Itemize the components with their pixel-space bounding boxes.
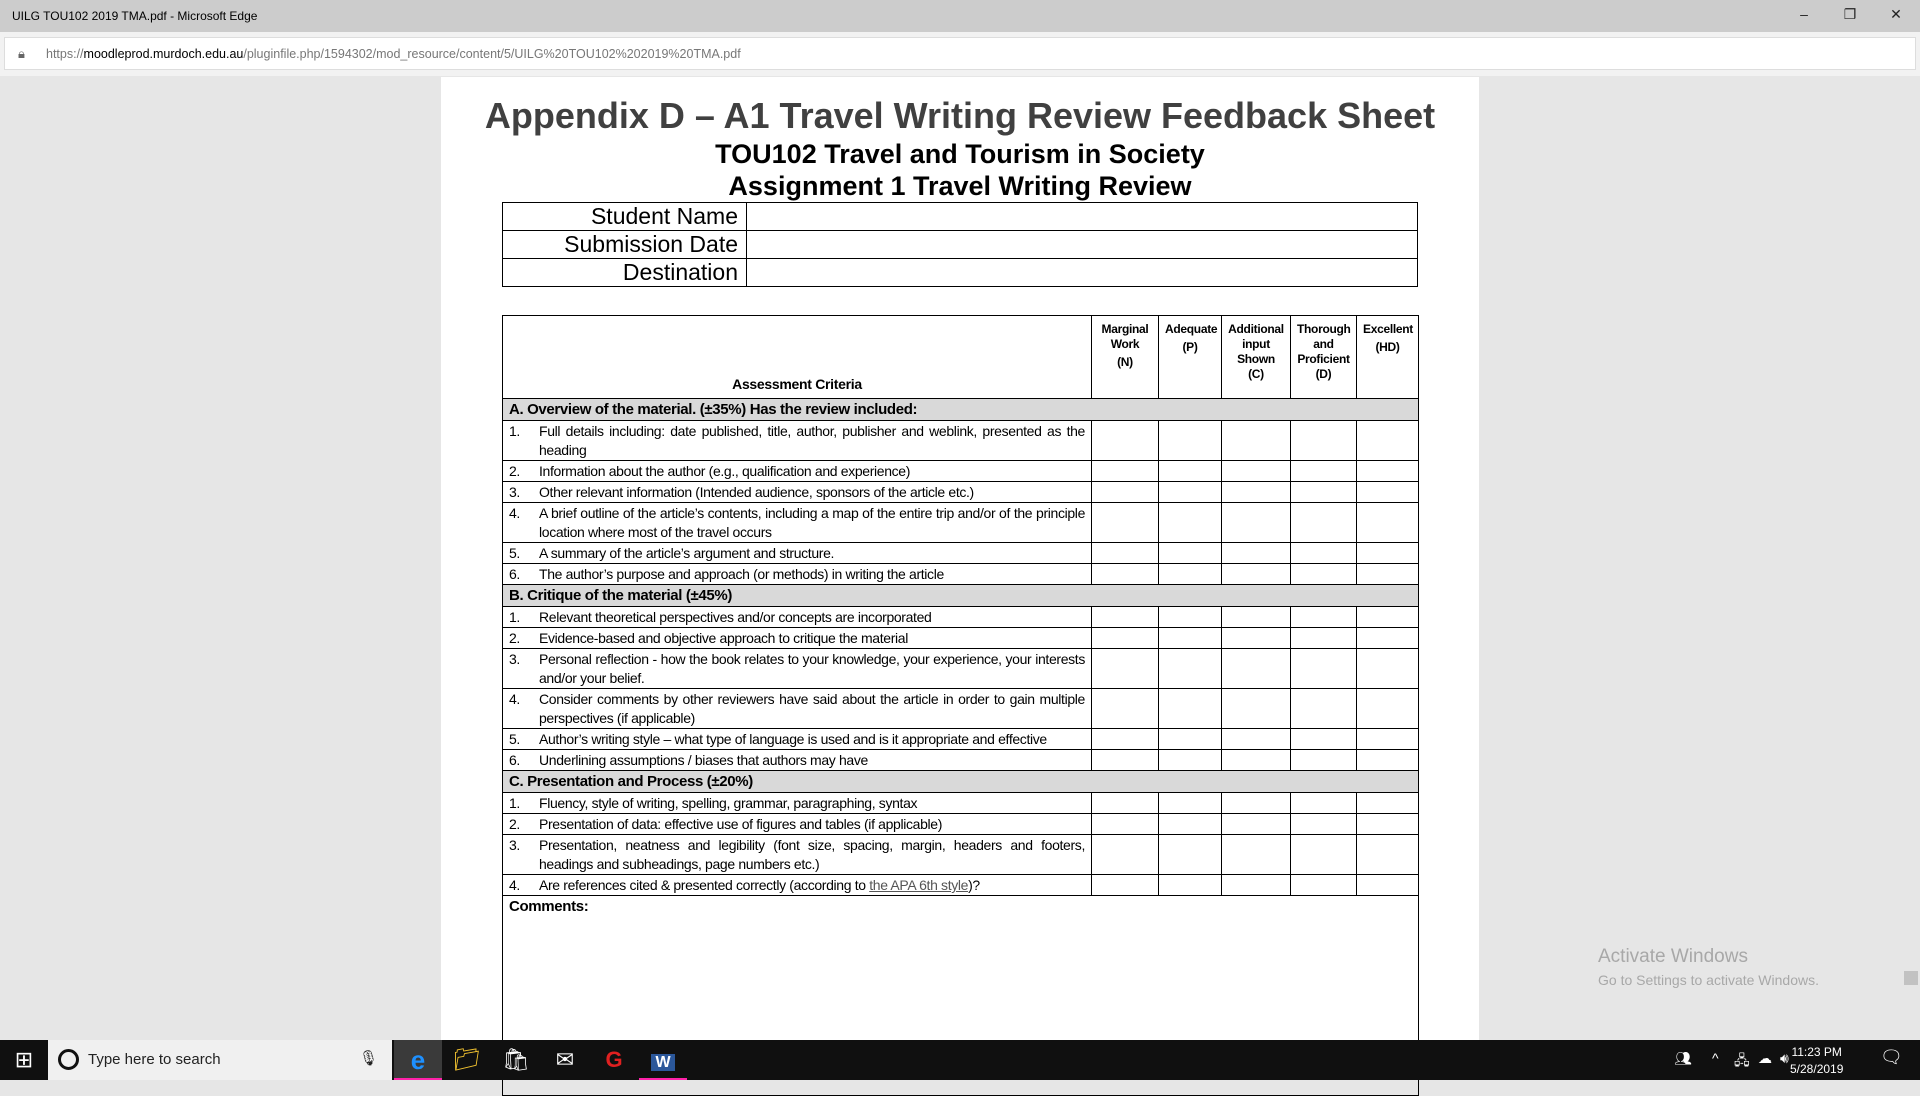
grade-cell[interactable]	[1357, 835, 1419, 875]
microphone-icon[interactable]: 🎙︎	[358, 1050, 378, 1067]
clock-time: 11:23 PM	[1791, 1045, 1842, 1059]
comments-label[interactable]: Comments:	[503, 896, 1419, 1096]
grade-cell[interactable]	[1092, 461, 1159, 482]
grade-cell[interactable]	[1357, 482, 1419, 503]
grade-cell[interactable]	[1092, 814, 1159, 835]
grade-cell[interactable]	[1222, 689, 1291, 729]
submission-date-label: Submission Date	[503, 231, 747, 259]
grade-header-line: Proficient	[1297, 352, 1350, 366]
item-number: 4.	[509, 691, 520, 707]
grade-cell[interactable]	[1291, 564, 1357, 585]
grade-cell[interactable]	[1159, 421, 1222, 461]
grade-cell[interactable]	[1159, 628, 1222, 649]
grade-cell[interactable]	[1357, 503, 1419, 543]
watermark-line2: Go to Settings to activate Windows.	[1598, 972, 1819, 988]
student-name-label: Student Name	[503, 203, 747, 231]
grade-cell[interactable]	[1159, 564, 1222, 585]
criteria-row	[503, 421, 1419, 461]
grade-cell[interactable]	[1222, 421, 1291, 461]
grade-cell[interactable]	[1092, 482, 1159, 503]
grade-cell[interactable]	[1092, 649, 1159, 689]
grade-header-line: Excellent	[1363, 322, 1413, 336]
doc-title: Appendix D – A1 Travel Writing Review Feedback Sheet	[484, 95, 1436, 136]
apa-style-link[interactable]: the APA 6th style	[869, 877, 969, 893]
scrollbar-thumb[interactable]	[1904, 971, 1918, 985]
destination-label: Destination	[503, 259, 747, 287]
taskbar-search[interactable]	[48, 1040, 392, 1080]
grade-cell[interactable]	[1291, 689, 1357, 729]
grade-header-line: (D)	[1315, 367, 1332, 381]
grade-cell[interactable]	[1092, 793, 1159, 814]
url-host: moodleprod.murdoch.edu.au	[83, 47, 244, 61]
grade-cell[interactable]	[1222, 461, 1291, 482]
grade-cell[interactable]	[1159, 649, 1222, 689]
grade-cell[interactable]	[1357, 689, 1419, 729]
network-icon[interactable]: 🖧	[1734, 1052, 1750, 1068]
grade-cell[interactable]	[1092, 729, 1159, 750]
criteria-text: Other relevant information (Intended audience, sponsors of the article etc.)	[539, 484, 974, 500]
grade-cell[interactable]	[1357, 461, 1419, 482]
item-number: 4.	[509, 877, 520, 893]
criteria-row	[503, 793, 1419, 814]
criteria-text: Consider comments by other reviewers have said about the article in order to gain multiple perspectives (if applicable)	[539, 691, 1085, 726]
grade-cell[interactable]	[1092, 421, 1159, 461]
grade-cell[interactable]	[1159, 875, 1222, 896]
grade-cell[interactable]	[1291, 793, 1357, 814]
grade-header-line: Shown	[1237, 352, 1275, 366]
grade-cell[interactable]	[1291, 750, 1357, 771]
grade-cell[interactable]	[1159, 729, 1222, 750]
grade-header-line: Additional	[1228, 322, 1284, 336]
grade-cell[interactable]	[1357, 421, 1419, 461]
grade-cell[interactable]	[1222, 814, 1291, 835]
item-number: 1.	[509, 423, 520, 439]
item-number: 5.	[509, 731, 520, 747]
criteria-row	[503, 875, 1419, 896]
section-title: B. Critique of the material (±45%)	[503, 585, 1419, 607]
grade-header-line: and	[1313, 337, 1334, 351]
grade-cell[interactable]	[1092, 543, 1159, 564]
criteria-text: Information about the author (e.g., qualification and experience)	[539, 463, 911, 479]
window-title: UILG TOU102 2019 TMA.pdf - Microsoft Edge	[12, 9, 258, 23]
grade-cell[interactable]	[1222, 607, 1291, 628]
section-title: A. Overview of the material. (±35%) Has the review included:	[503, 399, 1419, 421]
grade-cell[interactable]	[1222, 729, 1291, 750]
criteria-text: Author’s writing style – what type of language is used and is it appropriate and effective	[539, 731, 1047, 747]
criteria-text: A summary of the article’s argument and structure.	[539, 545, 835, 561]
onedrive-icon[interactable]: ☁	[1758, 1050, 1772, 1066]
item-number: 1.	[509, 609, 520, 625]
criteria-text: The author’s purpose and approach (or methods) in writing the article	[539, 566, 944, 582]
criteria-row	[503, 607, 1419, 628]
grade-cell[interactable]	[1357, 875, 1419, 896]
grade-cell[interactable]	[1159, 543, 1222, 564]
clock[interactable]	[1790, 1044, 1843, 1078]
grade-header	[1291, 316, 1357, 399]
criteria-row	[503, 628, 1419, 649]
close-button[interactable]: ✕	[1890, 6, 1902, 22]
grade-cell[interactable]	[1291, 482, 1357, 503]
grade-cell[interactable]	[1222, 543, 1291, 564]
windows-start-icon[interactable]: ⊞	[14, 1047, 34, 1072]
grade-header-line: Adequate	[1165, 322, 1218, 336]
grade-cell[interactable]	[1357, 793, 1419, 814]
grade-cell[interactable]	[1092, 503, 1159, 543]
criteria-text: Full details including: date published, title, author, publisher and weblink, presented as the heading	[539, 423, 1085, 458]
grade-cell[interactable]	[1092, 607, 1159, 628]
section-row	[503, 771, 1419, 793]
grade-header-line: Work	[1110, 337, 1140, 351]
grade-header-line: Marginal	[1101, 322, 1149, 336]
grade-cell[interactable]	[1159, 793, 1222, 814]
criteria-text: Fluency, style of writing, spelling, grammar, paragraphing, syntax	[539, 795, 918, 811]
doc-subtitle-assignment: Assignment 1 Travel Writing Review	[728, 171, 1192, 201]
grade-cell[interactable]	[1159, 461, 1222, 482]
grade-cell[interactable]	[1357, 564, 1419, 585]
grade-cell[interactable]	[1222, 482, 1291, 503]
grade-cell[interactable]	[1357, 729, 1419, 750]
criteria-text: Evidence-based and objective approach to critique the material	[539, 630, 908, 646]
grade-cell[interactable]	[1159, 835, 1222, 875]
grade-cell[interactable]	[1222, 750, 1291, 771]
item-number: 6.	[509, 566, 520, 582]
grade-cell[interactable]	[1291, 814, 1357, 835]
item-number: 4.	[509, 505, 520, 521]
edge-icon[interactable]: e	[394, 1040, 442, 1080]
grade-cell[interactable]	[1222, 875, 1291, 896]
grade-cell[interactable]	[1092, 689, 1159, 729]
people-icon[interactable]: 👥︎	[1674, 1050, 1692, 1066]
grade-cell[interactable]	[1357, 607, 1419, 628]
item-number: 3.	[509, 651, 520, 667]
address-bar	[0, 32, 1920, 76]
grade-cell[interactable]	[1357, 750, 1419, 771]
grade-header	[1092, 316, 1159, 399]
grade-cell[interactable]	[1357, 628, 1419, 649]
url-path: /pluginfile.php/1594302/mod_resource/content/5/UILG%20TOU102%202019%20TMA.pdf	[243, 47, 741, 61]
item-number: 3.	[509, 484, 520, 500]
grade-cell[interactable]	[1291, 543, 1357, 564]
restore-button[interactable]: ❐	[1843, 6, 1857, 22]
criteria-text-end: )?	[968, 877, 980, 893]
grade-cell[interactable]	[1092, 750, 1159, 771]
show-hidden-icons[interactable]: ^	[1712, 1050, 1719, 1066]
item-number: 2.	[509, 630, 520, 646]
grade-header-line: (P)	[1182, 340, 1198, 354]
garena-icon[interactable]: G	[605, 1047, 623, 1072]
criteria-row	[503, 543, 1419, 564]
grade-cell[interactable]	[1159, 607, 1222, 628]
criteria-text: A brief outline of the article’s contents, including a map of the entire trip and/or of the principle location where most of the travel occurs	[539, 505, 1085, 540]
grade-cell[interactable]	[1291, 628, 1357, 649]
grade-cell[interactable]	[1291, 649, 1357, 689]
grade-cell[interactable]	[1222, 649, 1291, 689]
grade-header	[1159, 316, 1222, 399]
cortana-icon	[58, 1049, 79, 1070]
grade-cell[interactable]	[1222, 793, 1291, 814]
criteria-header: Assessment Criteria	[503, 316, 1092, 399]
criteria-text: Personal reflection - how the book relates to your knowledge, your experience, your interests and/or your belief.	[539, 651, 1085, 686]
criteria-row	[503, 649, 1419, 689]
volume-icon[interactable]: 🔊︎	[1780, 1050, 1789, 1066]
clock-date: 5/28/2019	[1790, 1062, 1844, 1076]
grade-header	[1222, 316, 1291, 399]
grade-cell[interactable]	[1291, 421, 1357, 461]
grade-header-line: (C)	[1248, 367, 1264, 381]
item-number: 5.	[509, 545, 520, 561]
grade-cell[interactable]	[1357, 543, 1419, 564]
criteria-row	[503, 814, 1419, 835]
criteria-row	[503, 503, 1419, 543]
grade-cell[interactable]	[1222, 628, 1291, 649]
grade-header-line: input	[1242, 337, 1270, 351]
grade-cell[interactable]	[1291, 875, 1357, 896]
pdf-page	[441, 77, 1479, 1040]
criteria-text: Are references cited & presented correctly (according to	[539, 877, 870, 893]
grade-cell[interactable]	[1159, 689, 1222, 729]
grade-cell[interactable]	[1092, 875, 1159, 896]
minimize-button[interactable]: –	[1800, 6, 1808, 22]
grade-cell[interactable]	[1291, 503, 1357, 543]
section-row	[503, 585, 1419, 607]
destination-field[interactable]	[747, 259, 1418, 287]
criteria-text: Presentation of data: effective use of figures and tables (if applicable)	[539, 816, 943, 832]
criteria-row	[503, 461, 1419, 482]
grade-cell[interactable]	[1357, 814, 1419, 835]
grade-cell[interactable]	[1092, 564, 1159, 585]
item-number: 1.	[509, 795, 520, 811]
criteria-row	[503, 564, 1419, 585]
action-center-icon[interactable]: 🗨︎	[1880, 1047, 1903, 1067]
item-number: 2.	[509, 816, 520, 832]
item-number: 2.	[509, 463, 520, 479]
mail-icon[interactable]: ✉	[555, 1047, 575, 1072]
section-row	[503, 399, 1419, 421]
grade-cell[interactable]	[1357, 649, 1419, 689]
student-info-table	[502, 202, 1418, 287]
section-title: C. Presentation and Process (±20%)	[503, 771, 1419, 793]
header-row	[503, 316, 1419, 399]
word-icon[interactable]: W	[639, 1040, 687, 1080]
criteria-row	[503, 482, 1419, 503]
grade-cell[interactable]	[1159, 482, 1222, 503]
criteria-row	[503, 689, 1419, 729]
criteria-row	[503, 729, 1419, 750]
doc-subtitle-course: TOU102 Travel and Tourism in Society	[715, 139, 1205, 169]
criteria-row	[503, 835, 1419, 875]
grade-header-line: Thorough	[1297, 322, 1351, 336]
grade-header-line: (HD)	[1375, 340, 1400, 354]
criteria-row	[503, 750, 1419, 771]
criteria-text: Underlining assumptions / biases that authors may have	[539, 752, 868, 768]
grade-cell[interactable]	[1222, 835, 1291, 875]
grade-cell[interactable]	[1159, 503, 1222, 543]
grade-cell[interactable]	[1159, 750, 1222, 771]
assessment-table	[502, 315, 1419, 1096]
grade-cell[interactable]	[1291, 461, 1357, 482]
search-placeholder: Type here to search	[88, 1051, 221, 1068]
student-name-field[interactable]	[747, 203, 1418, 231]
item-number: 3.	[509, 837, 520, 853]
grade-cell[interactable]	[1222, 503, 1291, 543]
grade-cell[interactable]	[1159, 814, 1222, 835]
title-bar	[0, 0, 1920, 32]
grade-header-line: (N)	[1117, 355, 1133, 369]
grade-cell[interactable]	[1092, 628, 1159, 649]
url-field[interactable]	[4, 37, 1916, 70]
vertical-scrollbar[interactable]	[1902, 77, 1920, 1040]
grade-cell[interactable]	[1291, 835, 1357, 875]
taskbar	[0, 1040, 1920, 1080]
grade-cell[interactable]	[1092, 835, 1159, 875]
grade-cell[interactable]	[1222, 564, 1291, 585]
grade-cell[interactable]	[1291, 729, 1357, 750]
submission-date-field[interactable]	[747, 231, 1418, 259]
url-scheme: https://	[46, 47, 84, 61]
grade-header	[1357, 316, 1419, 399]
criteria-text: Relevant theoretical perspectives and/or concepts are incorporated	[539, 609, 932, 625]
file-explorer-icon[interactable]: 📁︎	[453, 1047, 481, 1072]
lock-icon: 🔒︎	[18, 46, 25, 61]
activate-windows-watermark	[1598, 946, 1819, 988]
grade-cell[interactable]	[1291, 607, 1357, 628]
item-number: 6.	[509, 752, 520, 768]
criteria-text: Presentation, neatness and legibility (font size, spacing, margin, headers and footers, headings and subheadings, page numbers etc.)	[539, 837, 1085, 872]
watermark-line1: Activate Windows	[1598, 946, 1748, 967]
store-icon[interactable]: 🛍︎	[502, 1047, 530, 1072]
